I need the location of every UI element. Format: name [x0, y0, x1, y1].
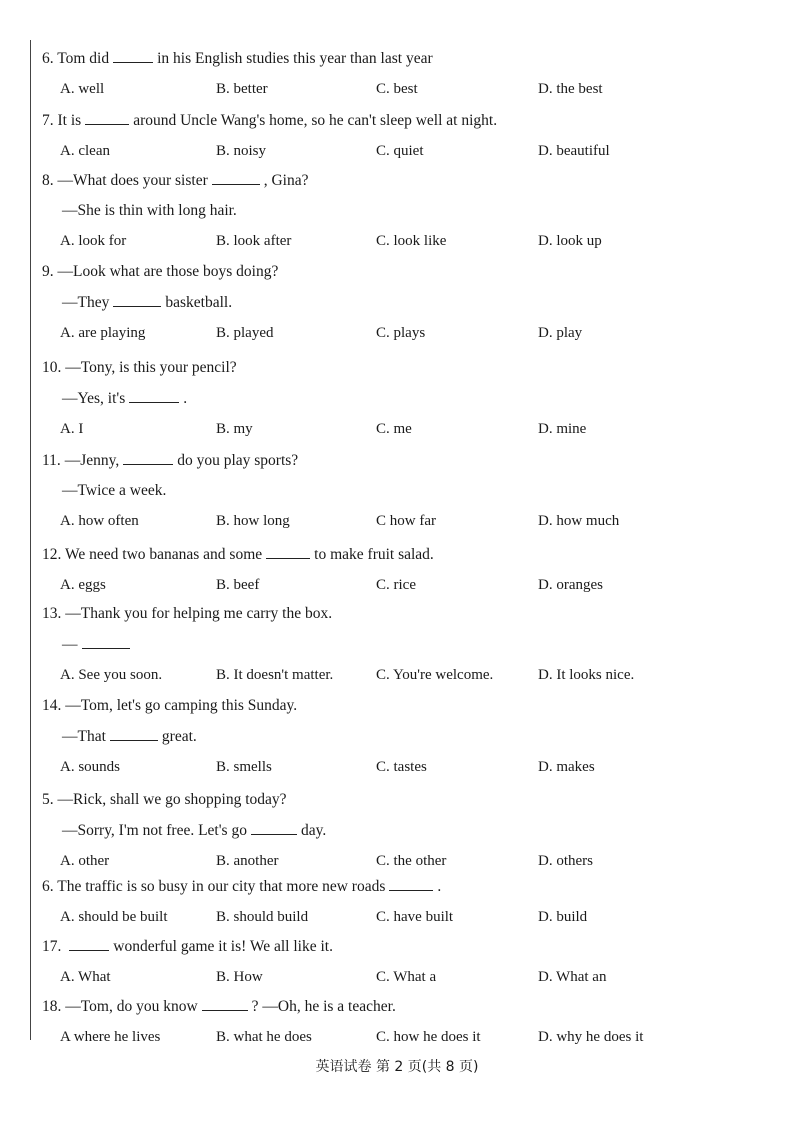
answer-options: [42, 81, 762, 103]
answer-options: [42, 233, 762, 255]
option-c: C. tastes: [376, 759, 427, 775]
option-c: C. how he does it: [376, 1029, 481, 1045]
page-footer: 英语试卷 第 2 页(共 8 页): [315, 1059, 479, 1075]
question-text: , Gina?: [263, 172, 309, 189]
answer-blank: [266, 544, 310, 559]
question-stem: [42, 170, 762, 191]
question-stem: [42, 604, 762, 624]
option-a: A. should be built: [60, 909, 168, 925]
option-b: B. look after: [216, 233, 292, 249]
response-text: —She is thin with long hair.: [62, 202, 237, 219]
answer-blank: [69, 936, 109, 951]
response-line: [42, 201, 762, 221]
question-text: to make fruit salad.: [314, 546, 434, 563]
question-item: [42, 604, 762, 689]
option-c: C. plays: [376, 325, 426, 341]
question-number: 11.: [42, 452, 65, 469]
response-line: [42, 388, 762, 409]
question-item: [42, 790, 762, 875]
option-d: D. oranges: [538, 577, 603, 593]
question-text: —Tom, let's go camping this Sunday.: [65, 697, 298, 714]
question-text: ? —Oh, he is a teacher.: [251, 998, 396, 1015]
option-a: A. well: [60, 81, 105, 97]
question-stem: [42, 790, 762, 810]
answer-options: [42, 513, 762, 535]
question-number: 18.: [42, 998, 66, 1015]
question-stem: [42, 696, 762, 716]
option-a: A. eggs: [60, 577, 106, 593]
response-text: —That: [62, 728, 106, 745]
option-b: B. better: [216, 81, 268, 97]
question-item: [42, 544, 762, 599]
question-stem: [42, 110, 762, 131]
option-b: B. noisy: [216, 143, 267, 159]
question-item: [42, 996, 762, 1051]
question-text: —Thank you for helping me carry the box.: [65, 605, 333, 622]
answer-blank: [82, 634, 130, 649]
option-b: B. how long: [216, 513, 290, 529]
option-a: A. other: [60, 853, 110, 869]
answer-options: [42, 667, 762, 689]
option-d: D. What an: [538, 969, 607, 985]
question-item: [42, 876, 762, 931]
question-text: .: [437, 878, 442, 895]
question-item: [42, 262, 762, 347]
option-b: B. smells: [216, 759, 272, 775]
question-text: It is: [57, 112, 82, 129]
option-c: C. What a: [376, 969, 437, 985]
option-c: C. best: [376, 81, 418, 97]
option-d: D. makes: [538, 759, 595, 775]
question-number: 6.: [42, 50, 58, 67]
response-line: [42, 726, 762, 747]
option-c: C. look like: [376, 233, 447, 249]
option-c: C. You're welcome.: [376, 667, 494, 683]
option-a: A. See you soon.: [60, 667, 163, 683]
option-b: B. my: [216, 421, 253, 437]
answer-blank: [85, 110, 129, 125]
option-a: A. I: [60, 421, 84, 437]
question-number: 17.: [42, 938, 66, 955]
option-d: D. how much: [538, 513, 620, 529]
answer-options: [42, 577, 762, 599]
question-stem: [42, 262, 762, 282]
option-a: A. What: [60, 969, 111, 985]
response-text: great.: [161, 728, 197, 745]
question-stem: [42, 996, 762, 1017]
option-d: D. the best: [538, 81, 603, 97]
option-c: C. rice: [376, 577, 416, 593]
option-b: B. should build: [216, 909, 309, 925]
option-c: C. me: [376, 421, 412, 437]
question-number: 14.: [42, 697, 66, 714]
option-a: A. look for: [60, 233, 127, 249]
response-text: —: [62, 636, 78, 653]
question-number: 10.: [42, 359, 66, 376]
option-d: D. beautiful: [538, 143, 610, 159]
answer-options: [42, 909, 762, 931]
question-number: 13.: [42, 605, 66, 622]
question-item: [42, 110, 762, 165]
response-text: —Sorry, I'm not free. Let's go: [62, 822, 247, 839]
question-item: [42, 450, 762, 535]
response-line: [42, 634, 762, 655]
response-line: [42, 820, 762, 841]
option-d: D. build: [538, 909, 588, 925]
question-stem: [42, 544, 762, 565]
question-text: wonderful game it is! We all like it.: [113, 938, 333, 955]
question-text: around Uncle Wang's home, so he can't sleep well at night.: [133, 112, 498, 129]
option-d: D. why he does it: [538, 1029, 644, 1045]
question-text: —Rick, shall we go shopping today?: [57, 791, 287, 808]
option-d: D. look up: [538, 233, 602, 249]
question-text: Tom did: [57, 50, 110, 67]
answer-blank: [129, 388, 179, 403]
option-d: D. mine: [538, 421, 587, 437]
option-d: D. play: [538, 325, 583, 341]
question-number: 12.: [42, 546, 65, 563]
response-line: [42, 481, 762, 501]
question-number: 8.: [42, 172, 58, 189]
answer-options: [42, 325, 762, 347]
option-b: B. How: [216, 969, 263, 985]
answer-options: [42, 969, 762, 991]
option-c: C. the other: [376, 853, 447, 869]
question-text: We need two bananas and some: [64, 546, 263, 563]
question-stem: [42, 450, 762, 471]
response-text: —Twice a week.: [62, 482, 167, 499]
answer-blank: [251, 820, 297, 835]
option-a: A. clean: [60, 143, 110, 159]
option-a: A where he lives: [60, 1029, 161, 1045]
question-item: [42, 170, 762, 255]
option-a: A. are playing: [60, 325, 146, 341]
response-text: —Yes, it's: [62, 390, 126, 407]
answer-blank: [113, 48, 153, 63]
option-b: B. It doesn't matter.: [216, 667, 334, 683]
question-item: [42, 936, 762, 991]
answer-blank: [123, 450, 173, 465]
option-d: D. others: [538, 853, 593, 869]
question-text: do you play sports?: [177, 452, 299, 469]
question-text: The traffic is so busy in our city that more new roads: [57, 878, 386, 895]
question-text: —Tony, is this your pencil?: [65, 359, 237, 376]
question-item: [42, 48, 762, 103]
question-stem: [42, 936, 762, 957]
option-d: D. It looks nice.: [538, 667, 635, 683]
answer-blank: [389, 876, 433, 891]
answer-options: [42, 1029, 762, 1051]
question-item: [42, 696, 762, 781]
response-text: basketball.: [165, 294, 233, 311]
option-b: B. another: [216, 853, 279, 869]
option-c: C. quiet: [376, 143, 424, 159]
question-text: —Look what are those boys doing?: [57, 263, 279, 280]
question-number: 7.: [42, 112, 58, 129]
option-b: B. beef: [216, 577, 260, 593]
question-item: [42, 358, 762, 443]
question-number: 5.: [42, 791, 58, 808]
response-text: .: [183, 390, 188, 407]
question-stem: [42, 48, 762, 69]
option-b: B. what he does: [216, 1029, 312, 1045]
question-text: —Jenny,: [64, 452, 120, 469]
question-number: 6.: [42, 878, 58, 895]
binding-margin-line: [30, 40, 31, 1040]
question-stem: [42, 876, 762, 897]
option-a: A. how often: [60, 513, 139, 529]
question-number: 9.: [42, 263, 58, 280]
question-text: —Tom, do you know: [65, 998, 198, 1015]
answer-options: [42, 143, 762, 165]
response-line: [42, 292, 762, 313]
option-b: B. played: [216, 325, 274, 341]
answer-options: [42, 853, 762, 875]
answer-blank: [113, 292, 161, 307]
question-stem: [42, 358, 762, 378]
answer-blank: [212, 170, 260, 185]
answer-options: [42, 421, 762, 443]
answer-blank: [202, 996, 248, 1011]
question-text: in his English studies this year than last year: [157, 50, 433, 67]
question-text: —What does your sister: [57, 172, 208, 189]
answer-blank: [110, 726, 158, 741]
answer-options: [42, 759, 762, 781]
response-text: day.: [300, 822, 327, 839]
response-text: —They: [62, 294, 110, 311]
option-c: C. have built: [376, 909, 454, 925]
option-c: C how far: [376, 513, 436, 529]
option-a: A. sounds: [60, 759, 121, 775]
